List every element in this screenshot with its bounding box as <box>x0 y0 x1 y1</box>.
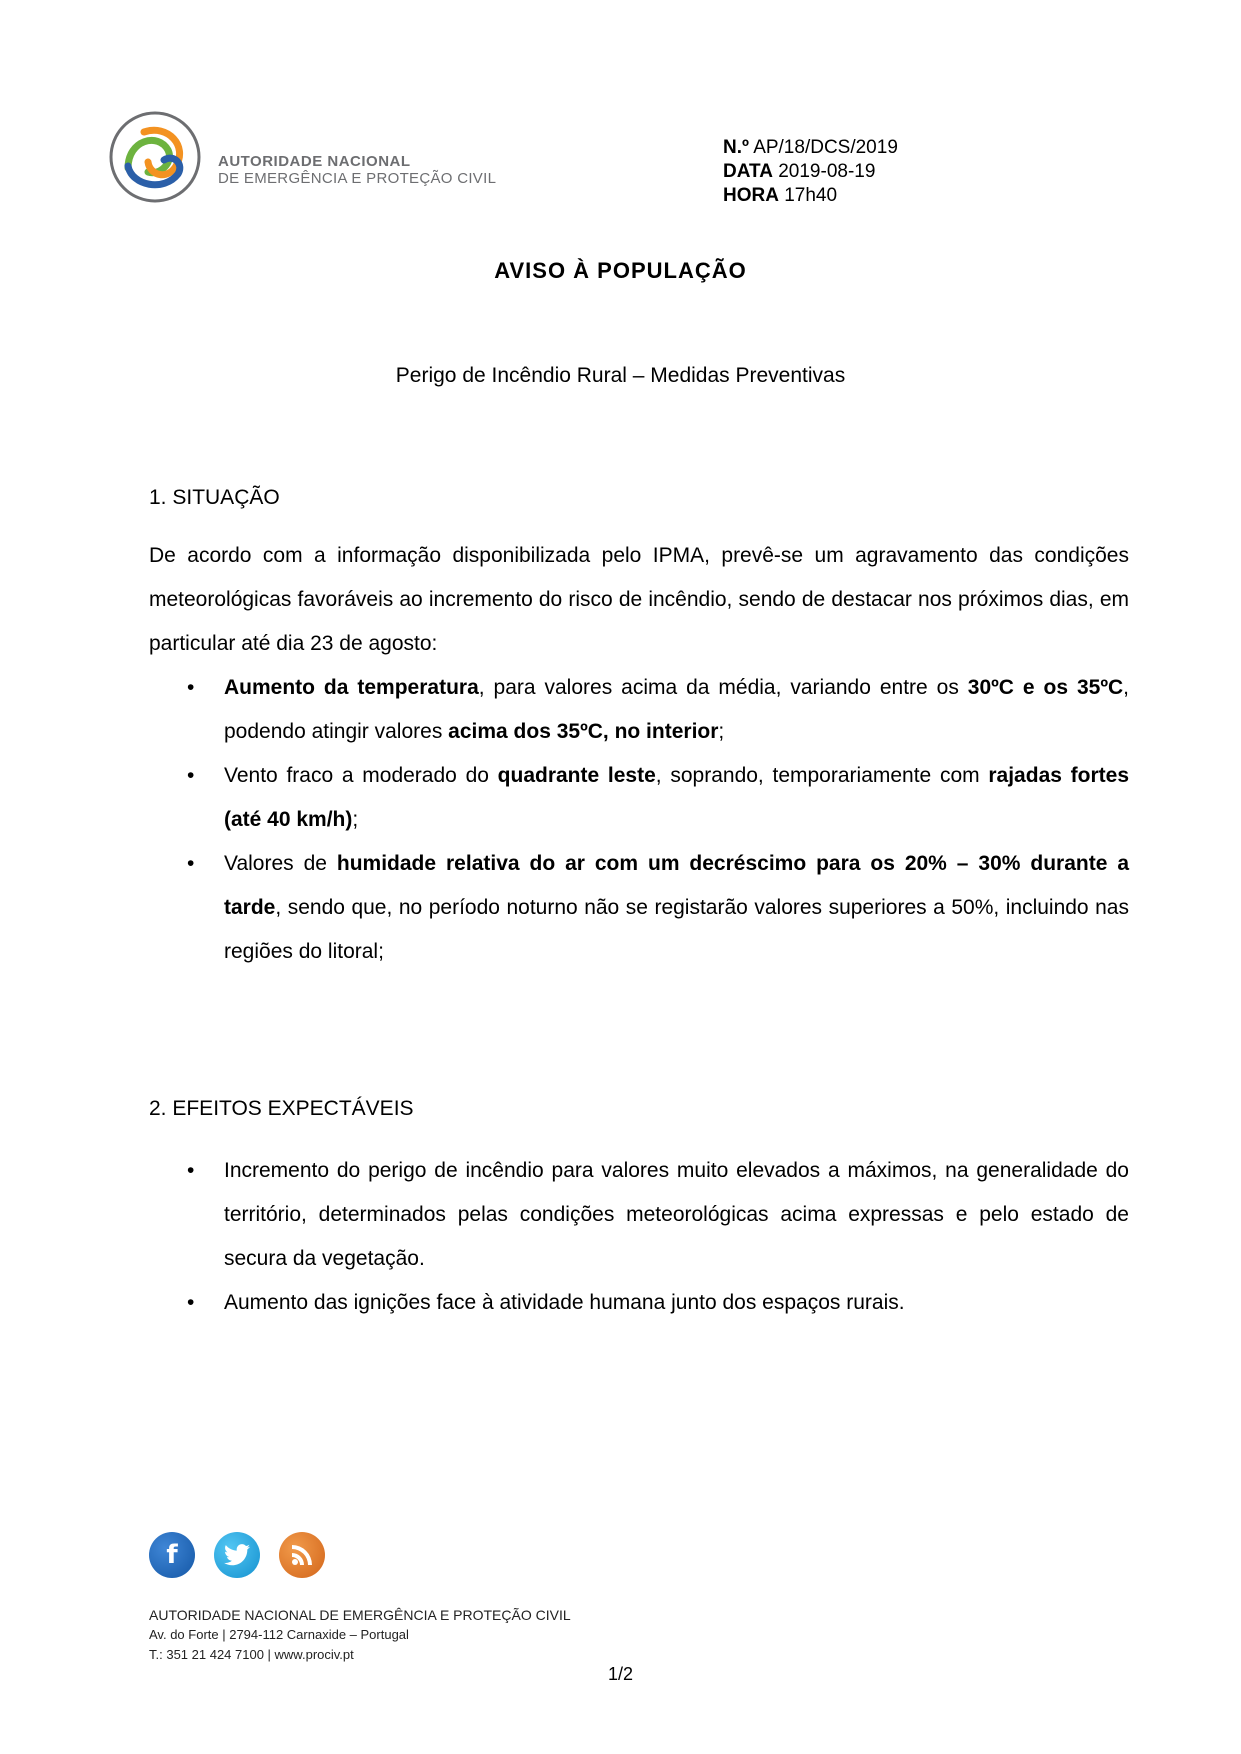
section2-heading: 2. EFEITOS EXPECTÁVEIS <box>149 1097 414 1120</box>
ref-date: DATA 2019-08-19 <box>723 161 876 182</box>
bullet-icon: • <box>187 852 195 875</box>
document-reference <box>723 136 898 208</box>
facebook-icon[interactable]: f <box>149 1532 195 1578</box>
footer-address: Av. do Forte | 2794-112 Carnaxide – Portugal <box>149 1627 409 1642</box>
rss-icon[interactable] <box>279 1532 325 1578</box>
org-name-line2: DE EMERGÊNCIA E PROTEÇÃO CIVIL <box>218 170 497 187</box>
list-item: • Incremento do perigo de incêndio para valores muito elevados a máximos, na generalidade do território, determinados pelas condições meteorológicas acima expressas e pelo estado de secura da vegetação. <box>149 1149 1129 1281</box>
bullet-icon: • <box>187 676 195 699</box>
bullet-icon: • <box>187 1291 195 1314</box>
list-item: • Aumento das ignições face à atividade humana junto dos espaços rurais. <box>149 1281 1129 1325</box>
section2-bullet-list <box>149 1149 1129 1325</box>
section1-heading: 1. SITUAÇÃO <box>149 486 280 509</box>
rss-feed-glyph <box>290 1543 314 1567</box>
section1-intro: De acordo com a informação disponibilizada pelo IPMA, prevê-se um agravamento das condições meteorológicas favoráveis ao incremento do risco de incêndio, sendo de destacar nos próximos dias, em particular até dia 23 de agosto: <box>149 544 1129 655</box>
list-item: • Vento fraco a moderado do quadrante leste, soprando, temporariamente com rajadas fortes (até 40 km/h); <box>149 754 1129 842</box>
footer-contact <box>149 1605 571 1665</box>
page-title: AVISO À POPULAÇÃO <box>494 258 747 283</box>
bullet-icon: • <box>187 1159 195 1182</box>
ref-number: N.º AP/18/DCS/2019 <box>723 137 898 158</box>
anepc-logo-icon <box>108 110 202 204</box>
organization-name <box>218 153 496 187</box>
footer-phone-website: T.: 351 21 424 7100 | www.prociv.pt <box>149 1647 354 1662</box>
bullet-icon: • <box>187 764 195 787</box>
twitter-icon[interactable] <box>214 1532 260 1578</box>
org-name-line1: AUTORIDADE NACIONAL <box>218 153 411 170</box>
list-item: • Aumento da temperatura, para valores acima da média, variando entre os 30ºC e os 35ºC, podendo atingir valores acima dos 35ºC, no interior; <box>149 666 1129 754</box>
ref-time: HORA 17h40 <box>723 185 838 206</box>
footer-org-name: AUTORIDADE NACIONAL DE EMERGÊNCIA E PROTEÇÃO CIVIL <box>149 1607 571 1623</box>
twitter-bird-glyph <box>224 1544 250 1566</box>
page-number: 1/2 <box>607 1664 634 1684</box>
social-links <box>149 1532 344 1578</box>
section1-bullet-list <box>149 666 1129 974</box>
list-item: • Valores de humidade relativa do ar com um decréscimo para os 20% – 30% durante a tarde, sendo que, no período noturno não se registarão valores superiores a 50%, incluindo nas regiões do litoral; <box>149 842 1129 974</box>
page-subtitle: Perigo de Incêndio Rural – Medidas Preventivas <box>395 364 846 387</box>
